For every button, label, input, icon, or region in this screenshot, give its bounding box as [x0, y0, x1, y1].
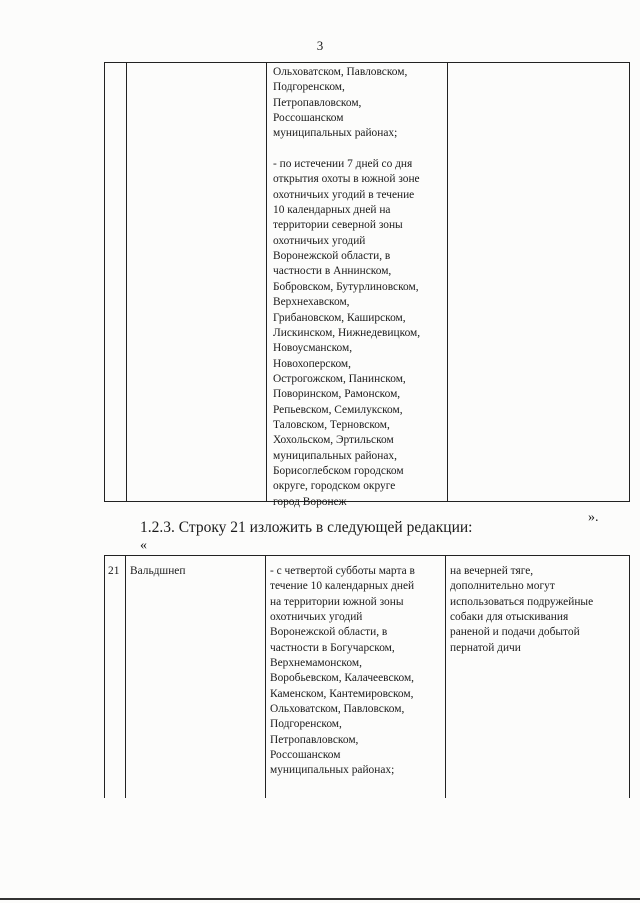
table2-top-border: [104, 555, 630, 556]
table1-col-border-5: [629, 62, 630, 502]
table1-col-border-1: [104, 62, 105, 502]
table1-col-border-4: [447, 62, 448, 502]
table2-hunting-period-cell: - с четвертой субботы марта в течение 10 календарных дней на территории южной зоны охотничьих угодий Воронежской области, в частности в Богучарском, Верхнемамонском, Воробьевском, Калачеевском, Каменском, Кантемировском, Ольховатском, Павловском, Подгоренском, Петропавловском, Россошанском муниципальных районах;: [270, 565, 415, 777]
notes-cell: на вечерней тяге, дополнительно могут использоваться подружейные собаки для отыскивания раненой и подачи добытой пернатой дичи: [450, 565, 594, 654]
table2-col-border-5: [629, 555, 630, 798]
species-cell: Вальдшнеп: [130, 565, 186, 577]
table1-hunting-period-cell: Ольховатском, Павловском, Подгоренском, Петропавловском, Россошанском муниципальных районах; - по истечении 7 дней со дня открытия охоты в южной зоне охотничьих угодий в течение 10 календарных дней на территории северной зоны охотничьих угодий Воронежской области, в частности в Аннинском, Бобровском, Бутурлиновском, Верхнехавском, Грибановском, Каширском, Лискинском, Нижнедевицком, Новоусманском, Новохоперском, Острогожском, Панинском, Поворинском, Рамонском, Репьевском, Семилукском, Таловском, Терновском, Хохольском, Эртильском муниципальных районах, Борисоглебском городском округе, городском округе город Воронеж: [273, 66, 421, 508]
table2-col-border-3: [265, 555, 266, 798]
table2-col-border-1: [104, 555, 105, 798]
row-number-cell: 21: [108, 565, 120, 577]
table2-col-border-2: [125, 555, 126, 798]
table1-col-border-3: [266, 62, 267, 502]
opening-quote: «: [140, 538, 147, 553]
page-number: 3: [316, 38, 324, 53]
table2-col-border-4: [445, 555, 446, 798]
amendment-paragraph: 1.2.3. Строку 21 изложить в следующей редакции:: [140, 519, 473, 536]
table1-top-border: [104, 62, 630, 63]
page-bottom-edge: [0, 898, 640, 900]
table1-col-border-2: [126, 62, 127, 502]
closing-quote: ».: [588, 510, 599, 525]
